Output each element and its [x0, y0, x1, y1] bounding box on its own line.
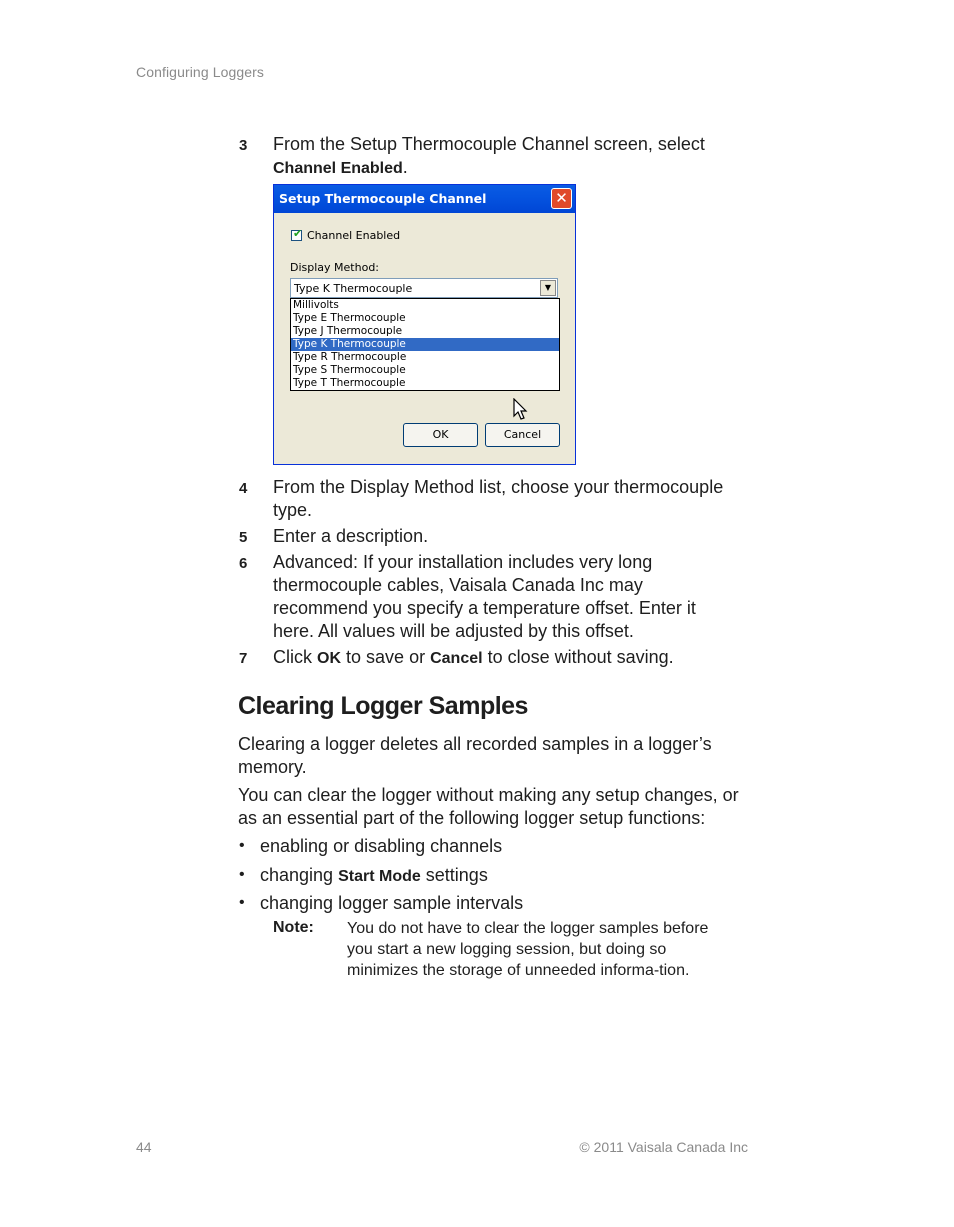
step-number: 5: [239, 529, 248, 546]
step-text: From the Display Method list, choose your thermocouple type.: [273, 477, 724, 520]
step-text: [273, 133, 753, 180]
setup-thermocouple-dialog: [273, 184, 576, 465]
display-method-select[interactable]: [290, 278, 558, 298]
channel-enabled-label: Channel Enabled: [307, 229, 401, 242]
step-text: Advanced: If your installation includes very long thermocouple cables, Vaisala Canada Inc may recommend you specify a temperature offset. Enter it here. All values will be adjusted by this offset.: [273, 552, 696, 641]
list-item[interactable]: Millivolts: [293, 299, 339, 311]
step-text-part: From the Setup Thermocouple Channel screen, select: [273, 134, 705, 154]
bullet-icon: •: [239, 894, 245, 911]
paragraph: You can clear the logger without making any setup changes, or as an essential part of the following logger setup functions:: [238, 785, 739, 828]
bullet-icon: •: [239, 866, 245, 883]
ok-button[interactable]: OK: [403, 423, 478, 447]
step-text-part: Click: [273, 647, 312, 667]
list-item[interactable]: Type R Thermocouple: [293, 351, 407, 363]
step-text-part: to save or: [346, 647, 426, 667]
step-number: 3: [239, 137, 248, 154]
channel-enabled-checkbox[interactable]: [291, 227, 303, 241]
cancel-button[interactable]: Cancel: [485, 423, 560, 447]
display-method-value: Type K Thermocouple: [294, 282, 413, 295]
copyright: © 2011 Vaisala Canada Inc: [579, 1139, 748, 1155]
ui-term-channel-enabled: Channel Enabled: [273, 160, 403, 177]
display-method-list[interactable]: [290, 298, 560, 391]
note-label: Note:: [273, 919, 314, 936]
ui-term-start-mode: Start Mode: [338, 868, 421, 885]
checkmark-icon: ✔: [293, 227, 303, 240]
close-icon[interactable]: ✕: [551, 188, 572, 209]
running-header: Configuring Loggers: [136, 64, 264, 80]
display-method-label: Display Method:: [290, 261, 380, 274]
list-item[interactable]: Type S Thermocouple: [293, 364, 406, 376]
page-number: 44: [136, 1139, 152, 1155]
ui-term-cancel: Cancel: [430, 650, 483, 667]
bullet-text-part: settings: [425, 865, 488, 885]
step-text-part: .: [402, 157, 408, 177]
list-item[interactable]: Type E Thermocouple: [293, 312, 406, 324]
section-heading: Clearing Logger Samples: [238, 692, 528, 720]
dialog-title: Setup Thermocouple Channel: [274, 185, 575, 213]
step-text-part: to close without saving.: [487, 647, 674, 667]
mouse-pointer-icon: [513, 398, 529, 422]
ui-term-ok: OK: [317, 650, 342, 667]
step-number: 6: [239, 555, 248, 572]
bullet-item: [260, 864, 488, 888]
step-number: 7: [239, 650, 248, 667]
bullet-icon: •: [239, 837, 245, 854]
note-text: You do not have to clear the logger samples before you start a new logging session, but doing so minimizes the storage of unneeded informa-tion.: [347, 920, 709, 979]
list-item[interactable]: Type T Thermocouple: [293, 377, 406, 389]
bullet-item: enabling or disabling channels: [260, 836, 503, 856]
step-text: [273, 646, 753, 670]
list-item-selected[interactable]: Type K Thermocouple: [291, 338, 559, 351]
list-item[interactable]: Type J Thermocouple: [293, 325, 403, 337]
bullet-item: changing logger sample intervals: [260, 893, 524, 913]
step-text: Enter a description.: [273, 526, 429, 546]
step-number: 4: [239, 480, 248, 497]
paragraph: Clearing a logger deletes all recorded samples in a logger’s memory.: [238, 734, 712, 777]
bullet-text-part: changing: [260, 865, 334, 885]
chevron-down-icon[interactable]: ▼: [540, 280, 556, 296]
